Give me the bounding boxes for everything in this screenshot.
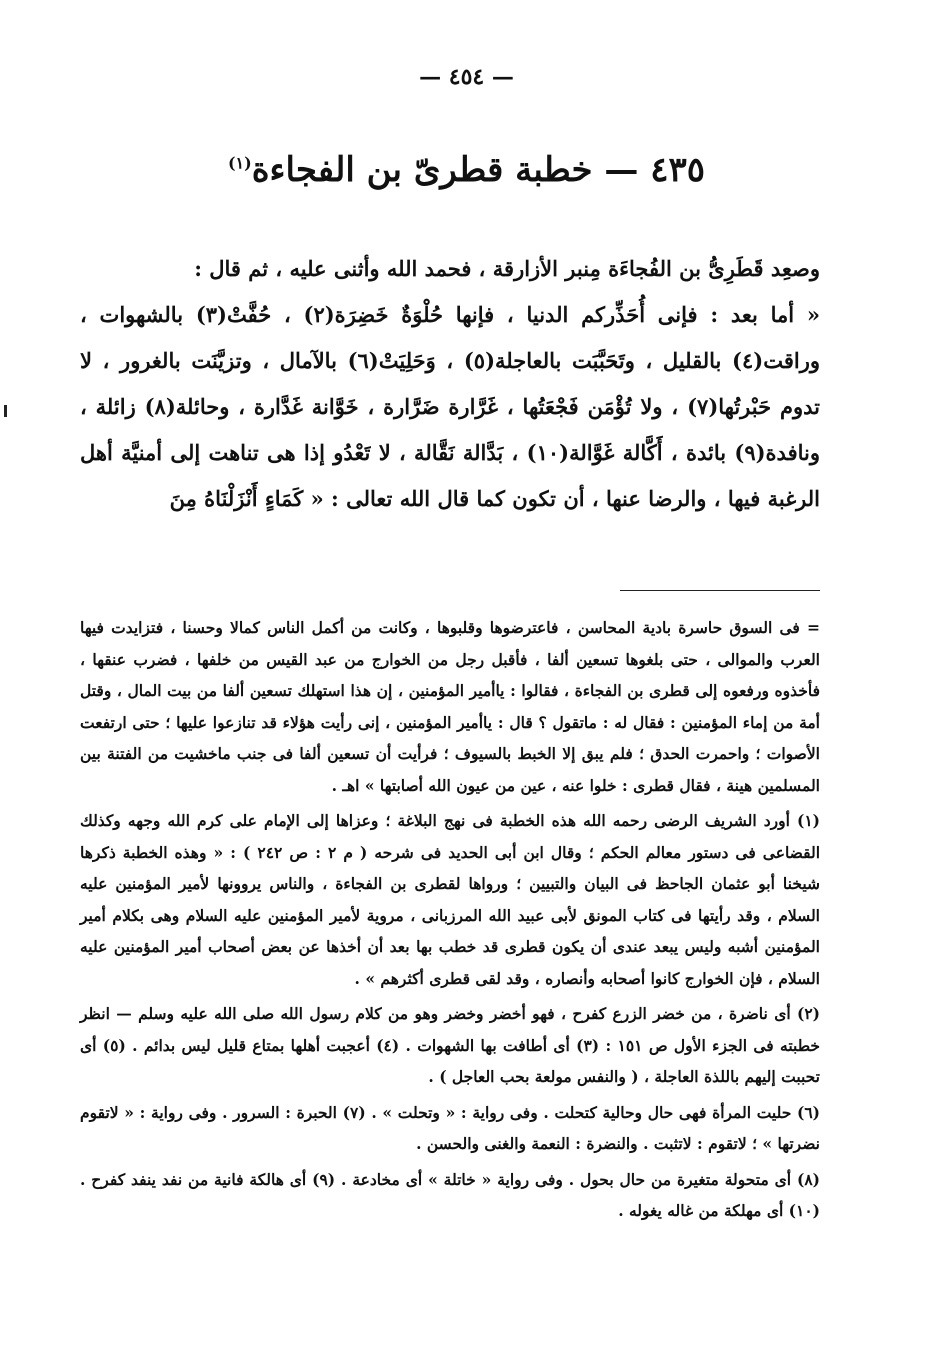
footnote-continuation: = فى السوق حاسرة بادية المحاسن ، فاعترضوها وقلبوها ، وكانت من أكمل الناس كمالا وحسنا ، فتزايدت فيها العرب والموالى ، حتى بلغوها تسعين ألفا ، فأقبل رجل من الخوارج من عبد القيس من خلفها ، فضرب عنقها ، فأخذوه ورفعوه إلى قطرى بن الفجاءة ، فقالوا : ياأمير المؤمنين ، إن هذا استهلك تسعين ألفا من بيت المال ، وقتل أمة من إماء المؤمنين : فقال له : ماتقول ؟ قال : ياأمير المؤمنين ، إنى رأيت هؤلاء قد تنازعوا عليها ؛ حتى ارتفعت الأصوات ؛ واحمرت الحدق ؛ فلم يبق إلا الخبط بالسيوف ؛ فرأيت أن تسعين ألفا فى جنب ماخشيت من الفتنة بين المسلمين هينة ، فقال قطرى : خلوا عنه ، عين من عيون الله أصابتها » اهـ . bbox=[80, 618, 820, 795]
footnote-6-7: (٦) حليت المرأة فهى حال وحالية كتحلت . وفى رواية : « وتحلت » . (٧) الحبرة : السرور . وفى رواية : « لاتقوم نضرتها » ؛ لاتقوم : لاتثبت . والنضرة : النعمة والغنى والحسن . bbox=[80, 1102, 820, 1153]
footnotes bbox=[80, 612, 820, 1231]
sermon-title bbox=[0, 150, 933, 190]
sermon-title-text: ٤٣٥ — خطبة قطرىّ بن الفجاءة bbox=[251, 150, 706, 190]
footnote-2-5: (٢) أى ناضرة ، من خضر الزرع كفرح ، فهو أخضر وخضر وهو من كلام رسول الله صلى الله عليه وسلم — انظر خطبته فى الجزء الأول ص ١٥١ : (٣) أى أطافت بها الشهوات . (٤) أعجبت أهلها بمتاع قليل ليس بدائم . (٥) أى تحببت إليهم باللذة العاجلة ، ( والنفس مولعة بحب العاجل ) . bbox=[80, 1004, 820, 1086]
sermon-speech: « أما بعد : فإنى أُحَذِّركم الدنيا ، فإنها حُلْوَةٌ خَضِرَة(٢) ، حُفَّتْ(٣) بالشهوات ، وراقت(٤) بالقليل ، وتَحَبَّبَت بالعاجلة(٥) ، وَحَلِيَتْ(٦) بالآمال ، وتزيَّنَت بالغرور ، لا تدوم حَبْرتُها(٧) ، ولا تُؤْمَن فَجْعَتُها ، غَرَّارة ضَرَّارة ، خَوَّانة غَدَّارة ، وحائلة(٨) زائلة ، ونافدة(٩) بائدة ، أَكَّالة غَوَّالة(١٠) ، بَدَّالة نَقَّالة ، لا تَعْدُو إذا هى تناهت إلى أمنيَّة أهل الرغبة فيها ، والرضا عنها ، أن تكون كما قال الله تعالى : « كَمَاءٍ أَنْزَلْنَاهُ مِنَ bbox=[80, 302, 821, 511]
page-number: — ٤٥٤ — bbox=[419, 64, 514, 90]
title-footnote-marker: (١) bbox=[227, 153, 252, 173]
sermon-body bbox=[80, 246, 820, 522]
footnote-8-10: (٨) أى متحولة متغيرة من حال بحول . وفى رواية « خاتلة » أى مخادعة . (٩) أى هالكة فانية من نفد ينفد كفرح . (١٠) أى مهلكة من غاله يغوله . bbox=[80, 1169, 820, 1220]
footnote-divider bbox=[620, 590, 820, 591]
sermon-intro: وصعِد قَطَرِىُّ بن الفُجاءَة مِنبر الأزارقة ، فحمد الله وأثنى عليه ، ثم قال : bbox=[194, 256, 820, 281]
margin-mark bbox=[4, 405, 7, 417]
footnote-1: (١) أورد الشريف الرضى رحمه الله هذه الخطبة فى نهج البلاغة ؛ وعزاها إلى الإمام على كرم الله وجهه وكذلك القضاعى فى دستور معالم الحكم ؛ وقال ابن أبى الحديد فى شرحه ( م ٢ : ص ٢٤٢ ) : « وهذه الخطبة ذكرها شيخنا أبو عثمان الجاحظ فى البيان والتبيين ؛ ورواها لقطرى بن الفجاءة ، والناس يروونها لأمير المؤمنين عليه السلام ، وقد رأيتها فى كتاب المونق لأبى عبيد الله المرزبانى ، مروية لأمير المؤمنين عليه السلام وهى بكلام أمير المؤمنين أشبه وليس يبعد عندى أن يكون قطرى قد خطب بها بعد أن أخذها عن بعض أصحاب أمير المؤمنين عليه السلام ، فإن الخوارج كانوا أصحابه وأنصاره ، وقد لقى قطرى أكثرهم » . bbox=[80, 811, 820, 988]
